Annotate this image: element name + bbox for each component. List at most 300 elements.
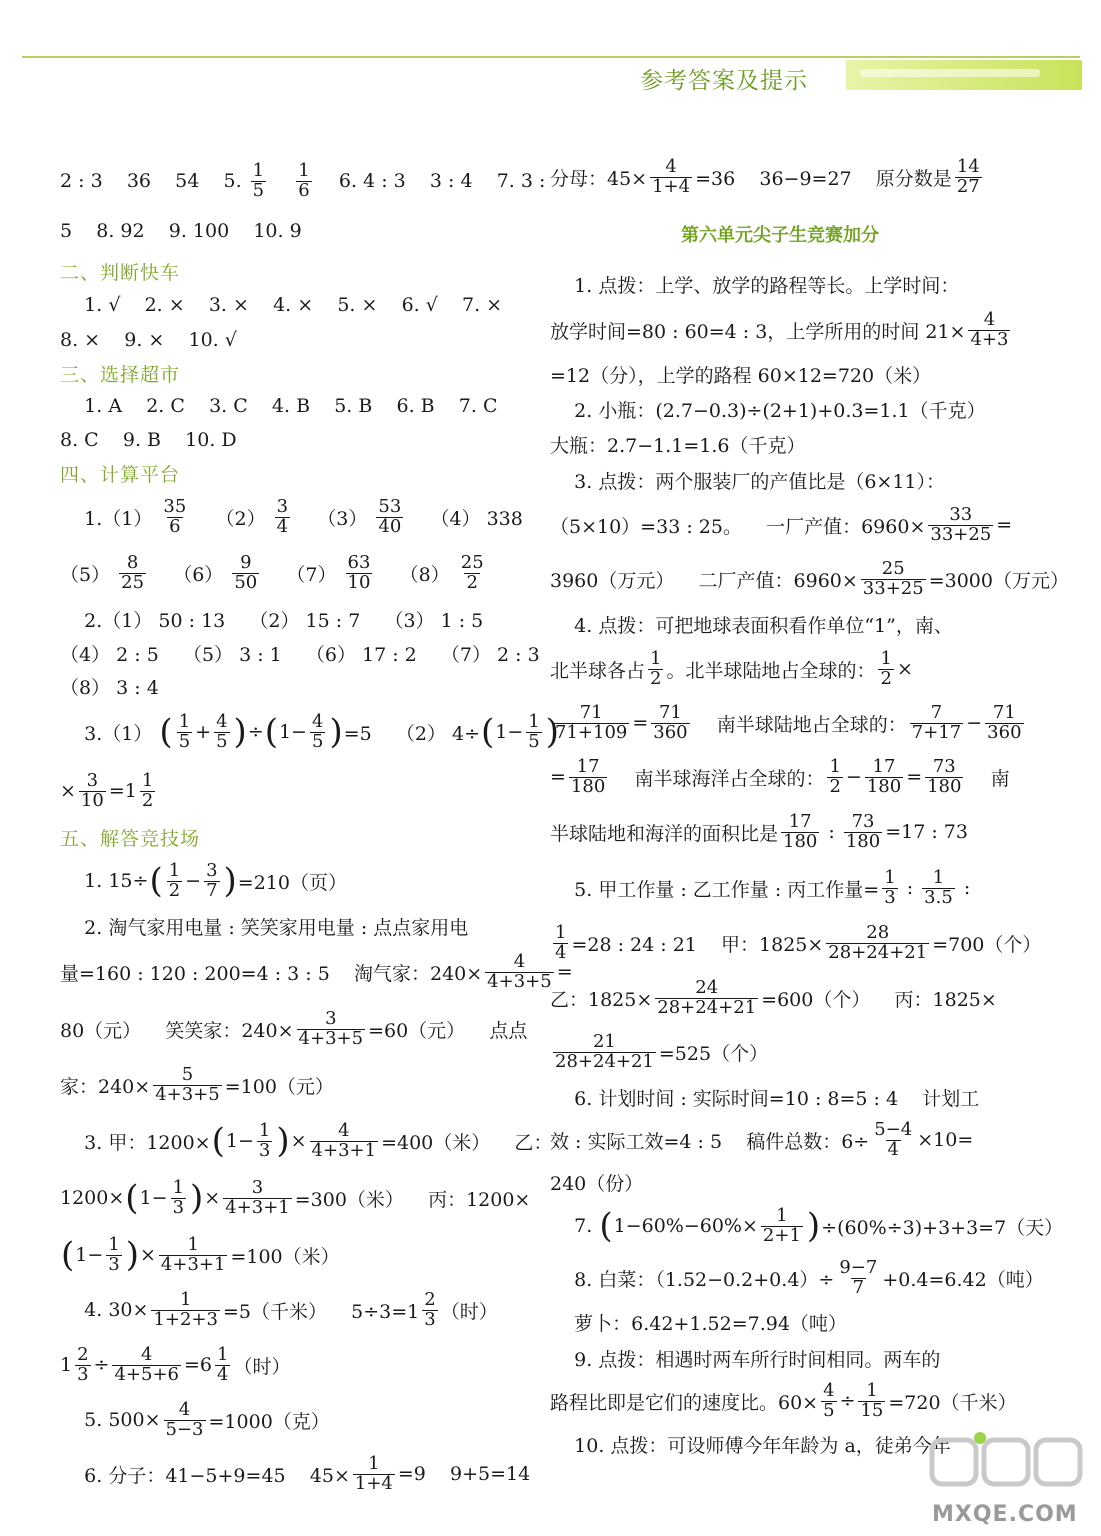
numerator: 25 bbox=[881, 557, 905, 579]
text-segment: （5×10）=33 : 25。 一厂产值：6960× bbox=[550, 515, 926, 538]
numerator: 33 bbox=[949, 503, 973, 525]
answer-line bbox=[550, 392, 1010, 426]
text-segment: : bbox=[900, 877, 920, 899]
text-segment: 1200× bbox=[60, 1187, 125, 1209]
fraction bbox=[159, 1233, 228, 1275]
text-segment: 3960（万元） 二厂产值：6960× bbox=[550, 569, 858, 592]
text-segment: 2 : 3 36 54 5. bbox=[60, 170, 248, 192]
bracket: ( bbox=[264, 712, 278, 752]
text-segment: 五、解答竞技场 bbox=[60, 827, 201, 850]
numerator: 1 bbox=[178, 710, 191, 732]
text-segment: 1. 15÷ bbox=[60, 870, 149, 892]
answer-line bbox=[60, 489, 530, 545]
right-column bbox=[550, 150, 1069, 1462]
section-heading bbox=[60, 255, 530, 287]
fraction bbox=[346, 551, 373, 593]
bracket: ( bbox=[125, 1178, 139, 1218]
fraction bbox=[171, 1176, 186, 1218]
numerator: 1 bbox=[172, 1176, 185, 1198]
text-segment: × bbox=[204, 1187, 221, 1209]
text-segment: +0.4=6.42（吨） bbox=[882, 1268, 1044, 1291]
denominator: 2 bbox=[829, 775, 841, 797]
page-header-title: 参考答案及提示 bbox=[640, 68, 808, 94]
denominator: 180 bbox=[845, 830, 881, 852]
fraction bbox=[922, 866, 955, 908]
numerator: 2 bbox=[424, 1288, 436, 1310]
numerator: 3 bbox=[325, 1007, 337, 1029]
answer-line bbox=[60, 1447, 530, 1501]
fraction bbox=[310, 1119, 379, 1161]
answer-line bbox=[60, 703, 560, 761]
text-segment: 1− bbox=[278, 721, 307, 743]
answer-line bbox=[550, 356, 1010, 392]
denominator: 180 bbox=[927, 775, 962, 797]
fraction bbox=[553, 921, 568, 963]
header-decor-band bbox=[846, 60, 1082, 90]
numerator: 28 bbox=[866, 921, 890, 943]
fraction bbox=[485, 950, 554, 992]
numerator: 1 bbox=[252, 159, 265, 181]
text-segment: 1.（1） bbox=[60, 507, 159, 530]
answer-line bbox=[60, 1393, 530, 1447]
numerator: 4 bbox=[513, 950, 526, 972]
fraction bbox=[310, 710, 325, 752]
text-segment: =28 : 24 : 21 甲：1825× bbox=[571, 933, 824, 956]
denominator: 10 bbox=[80, 789, 104, 811]
text-segment: 家：240× bbox=[60, 1075, 151, 1098]
text-segment: : bbox=[822, 821, 841, 843]
answer-line bbox=[550, 1116, 1010, 1164]
text-segment: =100（元） bbox=[224, 1075, 334, 1098]
numerator: 4 bbox=[141, 1343, 153, 1365]
text-segment: 1− bbox=[75, 1244, 104, 1266]
text-segment: 6. 4 : 3 3 : 4 7. 3 : bbox=[314, 170, 546, 192]
denominator: 2 bbox=[650, 667, 662, 689]
numerator: 17 bbox=[788, 810, 812, 832]
section-heading bbox=[60, 457, 530, 489]
denominator: 2 bbox=[880, 667, 892, 689]
denominator: 4+3+5 bbox=[487, 970, 552, 992]
numerator: 17 bbox=[872, 755, 896, 777]
fraction bbox=[837, 1256, 879, 1298]
text-segment: 大瓶：2.7−1.1=1.6（千克） bbox=[550, 434, 806, 457]
denominator: 25 bbox=[121, 571, 145, 593]
numerator: 4 bbox=[665, 155, 677, 177]
denominator: 50 bbox=[234, 571, 258, 593]
text-segment: 效 : 实际工效=4 : 5 稿件总数：6÷ bbox=[550, 1130, 870, 1153]
answer-line bbox=[550, 1376, 1017, 1426]
text-segment: =9 9+5=14 bbox=[397, 1463, 531, 1485]
denominator: 1+4 bbox=[354, 1472, 393, 1494]
denominator: 28+24+21 bbox=[555, 1050, 654, 1072]
answer-line bbox=[60, 601, 530, 637]
denominator: 28+24+21 bbox=[828, 941, 928, 963]
answer-line bbox=[60, 761, 530, 821]
text-segment: : bbox=[957, 877, 971, 899]
fraction bbox=[872, 1118, 914, 1160]
answer-line bbox=[60, 287, 530, 323]
denominator: 33+25 bbox=[930, 523, 992, 545]
text-segment: 南 bbox=[966, 767, 1010, 790]
answer-line bbox=[60, 909, 530, 943]
answer-line bbox=[550, 1200, 1064, 1252]
text-segment: =3000（万元） bbox=[928, 569, 1069, 592]
text-segment: =1000（克） bbox=[208, 1410, 330, 1433]
fraction bbox=[865, 755, 903, 797]
fraction bbox=[79, 769, 106, 811]
denominator: 4 bbox=[276, 515, 289, 537]
text-segment: 3. 甲：1200× bbox=[60, 1131, 211, 1154]
numerator: 1 bbox=[776, 1204, 788, 1226]
text-segment: =525（个） bbox=[658, 1042, 769, 1065]
denominator: 6 bbox=[169, 515, 181, 537]
bracket: ) bbox=[233, 712, 247, 752]
denominator: 4+3 bbox=[970, 328, 1009, 350]
text-segment: =100（米） bbox=[230, 1245, 340, 1268]
numerator: 4 bbox=[823, 1379, 835, 1401]
text-segment: =400（米） 乙： bbox=[381, 1131, 553, 1154]
numerator: 3 bbox=[251, 1176, 264, 1198]
numerator: 1 bbox=[179, 1288, 192, 1310]
denominator: 27 bbox=[956, 175, 980, 197]
text-segment: =5 （2） 4÷ bbox=[343, 722, 481, 745]
text-segment: × bbox=[290, 1130, 307, 1152]
text-segment: 9. 点拨：相遇时两车所行时间相同。两车的 bbox=[550, 1348, 941, 1371]
numerator: 1 bbox=[555, 921, 567, 943]
text-segment: （4） 338 bbox=[406, 507, 523, 530]
fraction bbox=[296, 159, 311, 201]
denominator: 3 bbox=[424, 1308, 436, 1330]
numerator: 1 bbox=[650, 647, 662, 669]
text-segment: 放学时间=80 : 60=4 : 3，上学所用的时间 21× bbox=[550, 320, 966, 343]
denominator: 7 bbox=[206, 879, 218, 901]
fraction bbox=[826, 921, 929, 963]
denominator: 15 bbox=[860, 1399, 884, 1421]
denominator: 3 bbox=[884, 886, 896, 908]
answer-line bbox=[550, 1078, 1010, 1116]
text-segment: （2） bbox=[191, 507, 272, 530]
numerator: 1 bbox=[866, 1379, 878, 1401]
text-segment: =210（页） bbox=[237, 871, 347, 894]
fraction bbox=[928, 503, 993, 545]
text-segment: 80（元） 笑笑家：240× bbox=[60, 1019, 294, 1042]
denominator: 4+3+5 bbox=[298, 1027, 364, 1049]
text-segment: =300（米） 丙：1200× bbox=[294, 1188, 531, 1211]
denominator: 4+3+1 bbox=[160, 1253, 226, 1275]
fraction bbox=[223, 1176, 292, 1218]
answer-line bbox=[60, 1057, 530, 1113]
numerator: 8 bbox=[126, 551, 139, 573]
text-segment: 4. 30× bbox=[60, 1299, 149, 1321]
fraction bbox=[861, 557, 926, 599]
answer-line bbox=[550, 426, 1010, 462]
fraction bbox=[151, 1288, 220, 1330]
numerator: 73 bbox=[932, 755, 956, 777]
bracket: ( bbox=[159, 712, 173, 752]
denominator: 28+24+21 bbox=[657, 996, 757, 1018]
text-segment: 二、判断快车 bbox=[60, 261, 181, 284]
text-segment: 1− bbox=[139, 1187, 168, 1209]
numerator: 9 bbox=[240, 551, 252, 573]
text-segment: =720（千米） bbox=[888, 1391, 1017, 1414]
fraction bbox=[569, 755, 607, 797]
fraction bbox=[878, 647, 893, 689]
denominator: 71+109 bbox=[555, 721, 628, 743]
denominator: 4 bbox=[217, 1363, 229, 1385]
answer-line bbox=[60, 1169, 530, 1227]
text-segment: 7. bbox=[550, 1215, 599, 1237]
text-segment: 1− bbox=[225, 1130, 254, 1152]
answer-line bbox=[550, 696, 1022, 750]
answer-line bbox=[60, 323, 530, 357]
fraction bbox=[153, 1063, 222, 1105]
numerator: 3 bbox=[86, 769, 99, 791]
fraction bbox=[844, 810, 882, 852]
text-segment: （时） bbox=[440, 1300, 498, 1323]
text-segment: 量=160 : 120 : 200=4 : 3 : 5 淘气家：240× bbox=[60, 962, 483, 985]
fraction bbox=[177, 710, 192, 752]
numerator: 71 bbox=[992, 701, 1016, 723]
text-segment: 6. 分子：41−5+9=45 45× bbox=[60, 1464, 350, 1487]
fraction bbox=[214, 710, 229, 752]
text-segment: （4） 2 : 5 （5） 3 : 1 （6） 17 : 2 （7） 2 : 3 bbox=[60, 643, 540, 666]
denominator: 5 bbox=[528, 730, 540, 752]
denominator: 5 bbox=[216, 730, 228, 752]
fraction bbox=[858, 1379, 885, 1421]
fraction bbox=[553, 701, 629, 743]
answer-line bbox=[60, 853, 530, 909]
denominator: 10 bbox=[347, 571, 371, 593]
text-segment: =12（分），上学的路程 60×12=720（米） bbox=[550, 364, 932, 387]
text-segment: ×10= bbox=[917, 1129, 974, 1151]
fraction bbox=[75, 1343, 90, 1385]
answer-line bbox=[550, 1252, 1044, 1304]
answer-line bbox=[60, 423, 530, 457]
answer-line bbox=[60, 1283, 530, 1337]
text-segment: = bbox=[906, 766, 923, 788]
fraction bbox=[376, 495, 403, 537]
text-segment: 乙：1825× bbox=[550, 988, 653, 1011]
bracket: ( bbox=[599, 1206, 613, 1246]
text-segment: − bbox=[845, 766, 862, 788]
numerator: 25 bbox=[460, 551, 484, 573]
fraction bbox=[553, 1030, 656, 1072]
numerator: 1 bbox=[108, 1233, 120, 1255]
fraction bbox=[827, 755, 842, 797]
text-segment: 240（份） bbox=[550, 1172, 644, 1195]
answer-line bbox=[60, 207, 530, 255]
text-segment: 四、计算平台 bbox=[60, 463, 181, 486]
text-segment: =700（个） bbox=[932, 933, 1042, 956]
answer-line bbox=[60, 1227, 530, 1283]
fraction bbox=[761, 1204, 803, 1246]
text-segment: × bbox=[140, 1244, 156, 1266]
text-segment: =6 bbox=[184, 1354, 213, 1376]
answer-line bbox=[60, 155, 546, 207]
answer-line bbox=[550, 970, 1010, 1026]
answer-line bbox=[60, 669, 530, 703]
numerator: 1 bbox=[829, 755, 841, 777]
numerator: 1 bbox=[298, 159, 310, 181]
denominator: 6 bbox=[298, 179, 310, 201]
fraction bbox=[232, 551, 259, 593]
answer-line bbox=[550, 804, 1010, 860]
text-segment: ÷ bbox=[247, 721, 264, 743]
text-segment: 萝卜：6.42+1.52=7.94（吨） bbox=[550, 1312, 847, 1335]
denominator: 2 bbox=[466, 571, 478, 593]
numerator: 7 bbox=[930, 701, 943, 723]
fraction bbox=[955, 155, 982, 197]
text-segment: 南半球陆地占全球的： bbox=[692, 713, 907, 736]
numerator: 4 bbox=[178, 1398, 191, 1420]
fraction bbox=[882, 866, 897, 908]
denominator: 7+17 bbox=[911, 721, 962, 743]
denominator: 180 bbox=[570, 775, 606, 797]
fraction bbox=[650, 155, 692, 197]
text-segment: 2. 小瓶：(2.7−0.3)÷(2+1)+0.3=1.1（千克） bbox=[550, 399, 986, 422]
denominator: 4+3+1 bbox=[311, 1139, 377, 1161]
denominator: 360 bbox=[987, 721, 1022, 743]
text-segment: 5. 甲工作量 : 乙工作量 : 丙工作量= bbox=[550, 878, 880, 901]
denominator: 3.5 bbox=[924, 886, 953, 908]
numerator: 4 bbox=[311, 710, 324, 732]
text-segment: 3. 点拨：两个服装厂的产值比是（6×11）： bbox=[550, 470, 946, 493]
fraction bbox=[215, 1343, 230, 1385]
text-segment: （6） bbox=[149, 563, 230, 586]
watermark-text: MXQE.COM bbox=[932, 1502, 1078, 1527]
fraction bbox=[910, 701, 963, 743]
fraction bbox=[526, 710, 541, 752]
denominator: 180 bbox=[783, 830, 818, 852]
numerator: 3 bbox=[276, 495, 289, 517]
answer-line bbox=[60, 1337, 530, 1393]
numerator: 63 bbox=[347, 551, 371, 573]
text-segment: =600（个） 丙：1825× bbox=[761, 988, 997, 1011]
numerator: 1 bbox=[528, 710, 540, 732]
numerator: 1 bbox=[217, 1343, 229, 1365]
denominator: 4 bbox=[887, 1138, 899, 1160]
fraction bbox=[297, 1007, 366, 1049]
denominator: 360 bbox=[653, 721, 688, 743]
bracket: ) bbox=[806, 1206, 821, 1246]
text-segment: = bbox=[556, 961, 573, 983]
fraction bbox=[422, 1288, 437, 1330]
text-segment: =36 36−9=27 原分数是 bbox=[695, 167, 952, 190]
text-segment: （5） bbox=[60, 563, 117, 586]
text-segment: （8） 3 : 4 bbox=[60, 676, 159, 699]
text-segment: ÷(60%÷3)+3+3=7（天） bbox=[821, 1216, 1064, 1239]
numerator: 4 bbox=[216, 710, 228, 732]
text-segment: 8. C 9. B 10. D bbox=[60, 429, 237, 451]
answer-line bbox=[550, 750, 1010, 804]
bracket: ) bbox=[125, 1235, 139, 1275]
fraction bbox=[251, 159, 266, 201]
numerator: 1 bbox=[368, 1452, 380, 1474]
answer-line bbox=[550, 1026, 1010, 1078]
text-segment: ÷ bbox=[839, 1390, 856, 1412]
answer-line bbox=[60, 943, 573, 1001]
text-segment: − bbox=[966, 712, 983, 734]
denominator: 2 bbox=[141, 789, 154, 811]
text-segment: 路程比即是它们的速度比。60× bbox=[550, 1391, 819, 1414]
fraction bbox=[119, 551, 146, 593]
numerator: 9−7 bbox=[839, 1256, 878, 1278]
answer-line bbox=[550, 1340, 1010, 1376]
denominator: 2 bbox=[168, 879, 181, 901]
text-segment: 三、选择超市 bbox=[60, 363, 181, 386]
text-segment: = bbox=[550, 766, 566, 788]
fraction bbox=[164, 1398, 206, 1440]
bracket: ( bbox=[149, 861, 163, 901]
answer-line bbox=[550, 1164, 1010, 1200]
text-segment: 。北半球陆地占全球的： bbox=[666, 659, 876, 682]
numerator: 5 bbox=[181, 1063, 194, 1085]
numerator: 17 bbox=[576, 755, 600, 777]
text-segment: × bbox=[60, 780, 76, 802]
header-rule bbox=[22, 56, 1080, 58]
unit-title bbox=[550, 204, 1010, 264]
text-segment: 2.（1） 50 : 13 （2） 15 : 7 （3） 1 : 5 bbox=[60, 609, 484, 632]
answer-line bbox=[60, 1113, 553, 1169]
numerator: 71 bbox=[658, 701, 682, 723]
section-heading bbox=[60, 821, 530, 853]
text-segment: 半球陆地和海洋的面积比是 bbox=[550, 822, 779, 845]
bracket: ) bbox=[329, 712, 343, 752]
numerator: 1 bbox=[932, 866, 945, 888]
bracket: ) bbox=[190, 1178, 204, 1218]
text-segment: = bbox=[996, 514, 1013, 536]
denominator: 4+3+5 bbox=[155, 1083, 220, 1105]
text-segment: 1. 点拨：上学、放学的路程等长。上学时间： bbox=[550, 274, 960, 297]
numerator: 24 bbox=[695, 976, 719, 998]
denominator: 3 bbox=[172, 1196, 185, 1218]
fraction bbox=[112, 1343, 181, 1385]
text-segment bbox=[269, 170, 293, 192]
fraction bbox=[275, 495, 290, 537]
numerator: 3 bbox=[206, 859, 218, 881]
denominator: 5 bbox=[252, 179, 265, 201]
fraction bbox=[140, 769, 155, 811]
numerator: 35 bbox=[163, 495, 187, 517]
denominator: 1+2+3 bbox=[153, 1308, 218, 1330]
denominator: 7 bbox=[852, 1276, 865, 1298]
denominator: 3 bbox=[108, 1253, 120, 1275]
text-segment: 5. 500× bbox=[60, 1409, 161, 1431]
bracket: ( bbox=[211, 1121, 225, 1161]
answer-line bbox=[60, 1001, 530, 1057]
text-segment: 2. 淘气家用电量 : 笑笑家用电量 : 点点家用电 bbox=[60, 916, 469, 939]
bracket: ( bbox=[61, 1235, 75, 1275]
denominator: 5−3 bbox=[165, 1418, 204, 1440]
numerator: 14 bbox=[956, 155, 980, 177]
answer-line bbox=[550, 150, 1010, 204]
answer-line bbox=[60, 637, 540, 669]
numerator: 1 bbox=[168, 859, 181, 881]
numerator: 71 bbox=[579, 701, 603, 723]
denominator: 3 bbox=[258, 1139, 271, 1161]
text-segment: × bbox=[896, 658, 913, 680]
text-segment: （时） bbox=[233, 1355, 291, 1378]
text-segment: 8. × 9. × 10. √ bbox=[60, 329, 237, 351]
denominator: 3 bbox=[77, 1363, 89, 1385]
fraction bbox=[781, 810, 819, 852]
text-segment: = bbox=[632, 712, 649, 734]
text-segment: 1. √ 2. × 3. × 4. × 5. × 6. √ 7. × bbox=[60, 294, 503, 316]
answer-line bbox=[550, 916, 1042, 970]
text-segment: =1 bbox=[108, 780, 137, 802]
text-segment: 北半球各占 bbox=[550, 659, 646, 682]
denominator: 5 bbox=[178, 730, 191, 752]
